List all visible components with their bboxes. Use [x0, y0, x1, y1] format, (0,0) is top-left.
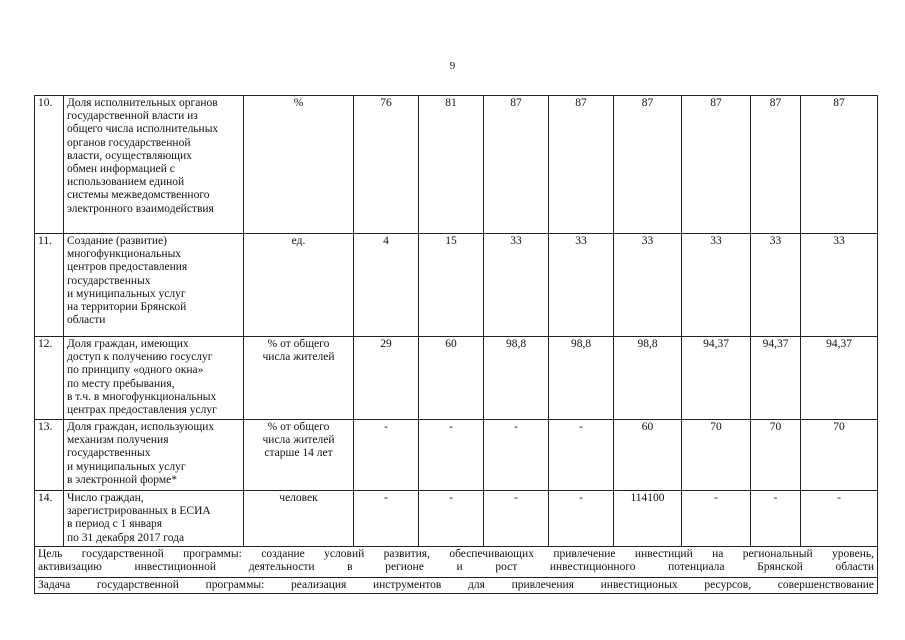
value-cell: -: [549, 420, 614, 491]
unit-line: человек: [279, 492, 318, 504]
table-row: [35, 234, 878, 337]
indicator-name-line: обмен информацией с: [67, 163, 175, 176]
unit-line: старше 14 лет: [264, 447, 333, 460]
indicator-name-line: государственных: [67, 447, 151, 460]
value-cell: 70: [751, 420, 801, 491]
value-cell: -: [419, 491, 484, 547]
unit-line: % от общего: [267, 421, 330, 433]
value-cell: 33: [801, 234, 878, 337]
indicator-name-line: по месту пребывания,: [67, 377, 175, 390]
indicator-name-line: Создание (развитие): [67, 235, 167, 247]
indicator-name-line: власти, осуществляющих: [67, 149, 192, 162]
task-row: [35, 578, 878, 594]
unit-cell: [244, 491, 354, 547]
value-cell: 33: [682, 234, 751, 337]
indicator-name-line: механизм получения: [67, 434, 169, 447]
indicator-name: [64, 337, 244, 420]
value-cell: 94,37: [801, 337, 878, 420]
value-cell: 70: [801, 420, 878, 491]
indicator-name-line: центрах предоставления услуг: [67, 404, 217, 417]
value-cell: 87: [682, 96, 751, 234]
value-cell: 98,8: [484, 337, 549, 420]
indicator-name-line: зарегистрированных в ЕСИА: [67, 505, 211, 518]
value-cell: 87: [549, 96, 614, 234]
value-cell: -: [751, 491, 801, 547]
indicator-name-line: Доля исполнительных органов: [67, 97, 218, 109]
value-cell: 4: [354, 234, 419, 337]
table-row: [35, 420, 878, 491]
value-cell: 60: [614, 420, 682, 491]
value-cell: -: [801, 491, 878, 547]
value-cell: -: [354, 420, 419, 491]
value-cell: -: [354, 491, 419, 547]
value-cell: 33: [549, 234, 614, 337]
indicator-name-line: на территории Брянской: [67, 301, 187, 314]
unit-line: числа жителей: [262, 351, 335, 364]
indicator-name: [64, 491, 244, 547]
unit-cell: [244, 234, 354, 337]
unit-line: % от общего: [267, 338, 330, 350]
unit-cell: [244, 96, 354, 234]
page-number: 9: [449, 60, 456, 72]
row-number: 13.: [35, 420, 64, 491]
value-cell: -: [682, 491, 751, 547]
indicator-name-line: доступ к получению госуслуг: [67, 351, 213, 364]
indicator-name-line: электронного взаимодействия: [67, 202, 214, 215]
table-row: [35, 337, 878, 420]
unit-cell: [244, 420, 354, 491]
indicator-name-line: центров предоставления: [67, 261, 188, 274]
indicator-name-line: органов государственной: [67, 136, 191, 149]
indicator-name-line: в электронной форме*: [67, 473, 177, 486]
value-cell: -: [419, 420, 484, 491]
indicator-name-line: Доля граждан, использующих: [67, 421, 215, 433]
row-number: 10.: [35, 96, 64, 234]
indicator-name-line: Доля граждан, имеющих: [67, 338, 189, 350]
unit-cell: [244, 337, 354, 420]
table-row: [35, 96, 878, 234]
indicator-name-line: государственной власти из: [67, 110, 198, 123]
indicator-name: [64, 96, 244, 234]
indicator-name-line: в т.ч. в многофункциональных: [67, 390, 217, 403]
unit-line: ед.: [291, 235, 306, 247]
row-number: 11.: [35, 234, 64, 337]
value-cell: 15: [419, 234, 484, 337]
indicator-name-line: и муниципальных услуг: [67, 287, 186, 300]
goal-cell: [35, 547, 878, 578]
value-cell: -: [484, 420, 549, 491]
indicator-name-line: и муниципальных услуг: [67, 460, 186, 473]
value-cell: 87: [484, 96, 549, 234]
goal-text-line2: активизацию инвестиционной деятельности в регионе и рост инвестиционного потенциала Брянской области: [38, 561, 874, 574]
indicator-name-line: в период с 1 января: [67, 518, 163, 531]
value-cell: 87: [801, 96, 878, 234]
task-cell: Задача государственной программы: реализация инструментов для привлечения инвестиционых ресурсов, совершенствование: [35, 578, 878, 594]
indicator-name-line: общего числа исполнительных: [67, 123, 219, 136]
goal-row: [35, 547, 878, 578]
unit-line: %: [293, 97, 304, 109]
value-cell: 76: [354, 96, 419, 234]
value-cell: 60: [419, 337, 484, 420]
indicator-name-line: использованием единой: [67, 176, 185, 189]
indicator-name-line: системы межведомственного: [67, 189, 210, 202]
indicator-name-line: Число граждан,: [67, 492, 144, 504]
value-cell: 87: [751, 96, 801, 234]
indicator-name-line: государственных: [67, 274, 151, 287]
value-cell: 81: [419, 96, 484, 234]
value-cell: 87: [614, 96, 682, 234]
row-number: 14.: [35, 491, 64, 547]
value-cell: 98,8: [549, 337, 614, 420]
goal-text-line1: Цель государственной программы: создание условий развития, обеспечивающих привлечение инвестиций на региональный уровень,: [38, 548, 874, 560]
indicator-name-line: многофункциональных: [67, 248, 182, 261]
value-cell: 114100: [614, 491, 682, 547]
value-cell: 33: [614, 234, 682, 337]
value-cell: 70: [682, 420, 751, 491]
value-cell: -: [484, 491, 549, 547]
table-row: [35, 491, 878, 547]
value-cell: 94,37: [751, 337, 801, 420]
value-cell: 29: [354, 337, 419, 420]
indicator-name-line: по принципу «одного окна»: [67, 364, 204, 377]
indicator-name: [64, 234, 244, 337]
indicator-name-line: области: [67, 314, 106, 327]
row-number: 12.: [35, 337, 64, 420]
value-cell: 33: [751, 234, 801, 337]
value-cell: 33: [484, 234, 549, 337]
unit-line: числа жителей: [262, 434, 335, 447]
indicators-table: [34, 95, 878, 594]
value-cell: 98,8: [614, 337, 682, 420]
indicator-name: [64, 420, 244, 491]
value-cell: 94,37: [682, 337, 751, 420]
indicator-name-line: по 31 декабря 2017 года: [67, 531, 185, 544]
value-cell: -: [549, 491, 614, 547]
